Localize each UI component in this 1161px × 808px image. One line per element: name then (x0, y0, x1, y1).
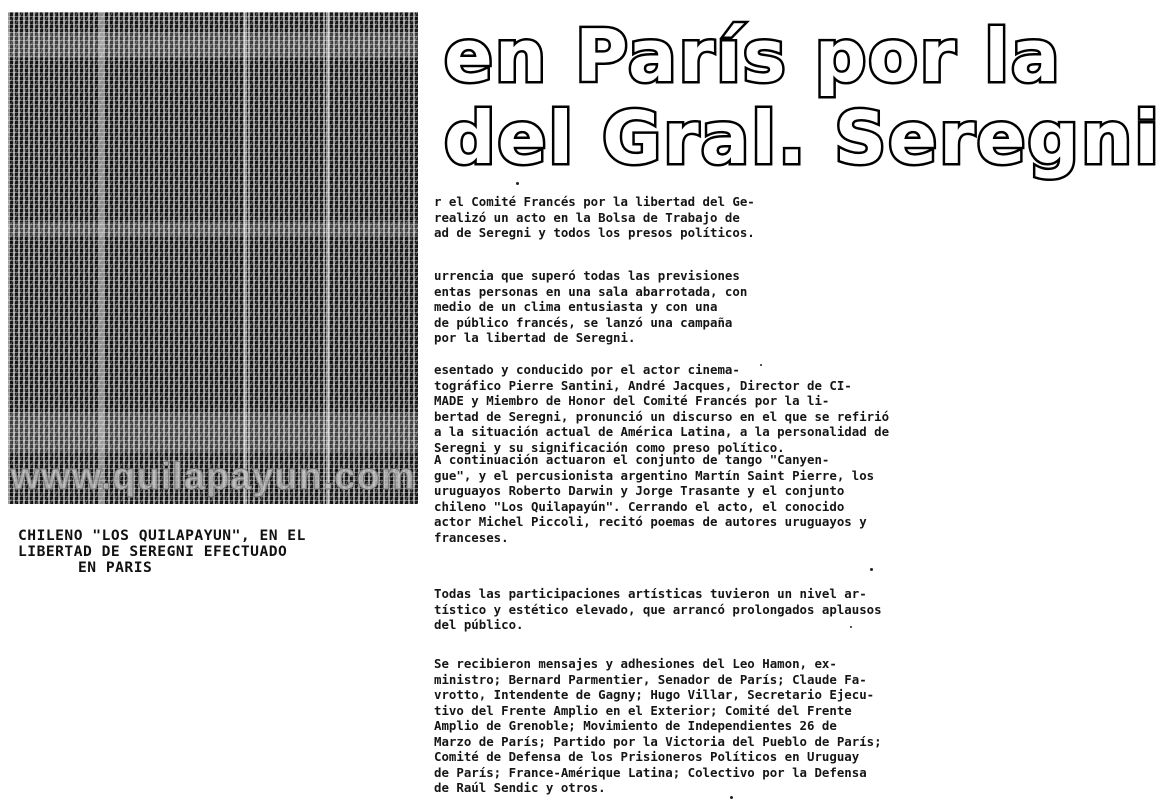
text-line: entas personas en una sala abarrotada, con (434, 283, 748, 299)
text-line: de público francés, se lanzó una campaña (434, 314, 733, 330)
headline-line-1: en París por la (444, 14, 1062, 98)
text-line: bertad de Seregni, pronunció un discurso en el que se refirió (434, 408, 890, 424)
text-line: r el Comité Francés por la libertad del Ge- (434, 194, 755, 209)
text-line: Todas las participaciones artísticas tuvieron un nivel ar- (434, 586, 867, 601)
photo-caption (18, 528, 418, 576)
text-line: de París; France-Amérique Latina; Colectivo por la Defensa (434, 764, 867, 780)
headline-line-2: del Gral. Seregni (444, 96, 1161, 180)
article-clipping (430, 12, 1161, 376)
article-clipping-lower (430, 362, 1002, 806)
text-line: ministro; Bernard Parmentier, Senador de París; Claude Fa- (434, 671, 867, 687)
text-line: MADE y Miembro de Honor del Comité Francés por la li- (434, 393, 830, 408)
text-line: vrotto, Intendente de Gagny; Hugo Villar, Secretario Ejecu- (434, 687, 875, 702)
text-line: ad de Seregni y todos los presos políticos. (434, 225, 755, 240)
text-line: Marzo de París; Partido por la Victoria del Pueblo de París; (434, 733, 882, 749)
watermark: www.quilapayun.com (10, 456, 416, 498)
text-line: Amplio de Grenoble; Movimiento de Independientes 26 de (434, 718, 837, 733)
article-paragraph (434, 452, 1000, 545)
text-line: Seregni y su significación como preso político. (434, 439, 785, 455)
crowd-photo (8, 12, 418, 504)
article-paragraph (434, 194, 838, 241)
text-line: de Raúl Sendic y otros. (434, 780, 606, 795)
article-paragraph (434, 656, 1000, 796)
caption-line: CHILENO "LOS QUILAPAYUN", EN EL (18, 527, 306, 544)
text-line: realizó un acto en la Bolsa de Trabajo de (434, 209, 740, 225)
text-line: tográfico Pierre Santini, André Jacques, Director de CI- (434, 377, 852, 393)
caption-line: EN PARIS (78, 559, 153, 576)
text-line: franceses. (434, 529, 509, 545)
text-line: esentado y conducido por el actor cinema- (434, 362, 740, 377)
text-line: chileno "Los Quilapayún". Cerrando el acto, el conocido (434, 498, 845, 514)
text-line: tístico y estético elevado, que arrancó prolongados aplausos (434, 601, 882, 617)
text-line: gue", y el percusionista argentino Martín Saint Pierre, los (434, 467, 875, 483)
text-line: A continuación actuaron el conjunto de tango "Canyen- (434, 452, 830, 467)
text-line: a la situación actual de América Latina, a la personalidad de (434, 424, 890, 439)
caption-line: LIBERTAD DE SEREGNI EFECTUADO (18, 543, 288, 560)
text-line: medio de un clima entusiasta y con una (434, 299, 718, 314)
text-line: uruguayos Roberto Darwin y Jorge Trasante y el conjunto (434, 483, 845, 498)
text-line: por la libertad de Seregni. (434, 330, 636, 345)
article-paragraph (434, 586, 1000, 633)
article-paragraph (434, 268, 838, 346)
text-line: tivo del Frente Amplio en el Exterior; Comité del Frente (434, 702, 852, 718)
text-line: del público. (434, 617, 524, 632)
text-line: actor Michel Piccoli, recitó poemas de autores uruguayos y (434, 514, 867, 529)
text-line: Se recibieron mensajes y adhesiones del Leo Hamon, ex- (434, 656, 837, 671)
text-line: Comité de Defensa de los Prisioneros Políticos en Uruguay (434, 749, 860, 764)
photo-clipping (8, 12, 418, 576)
article-paragraph (434, 362, 1000, 455)
text-line: urrencia que superó todas las previsiones (434, 268, 740, 283)
